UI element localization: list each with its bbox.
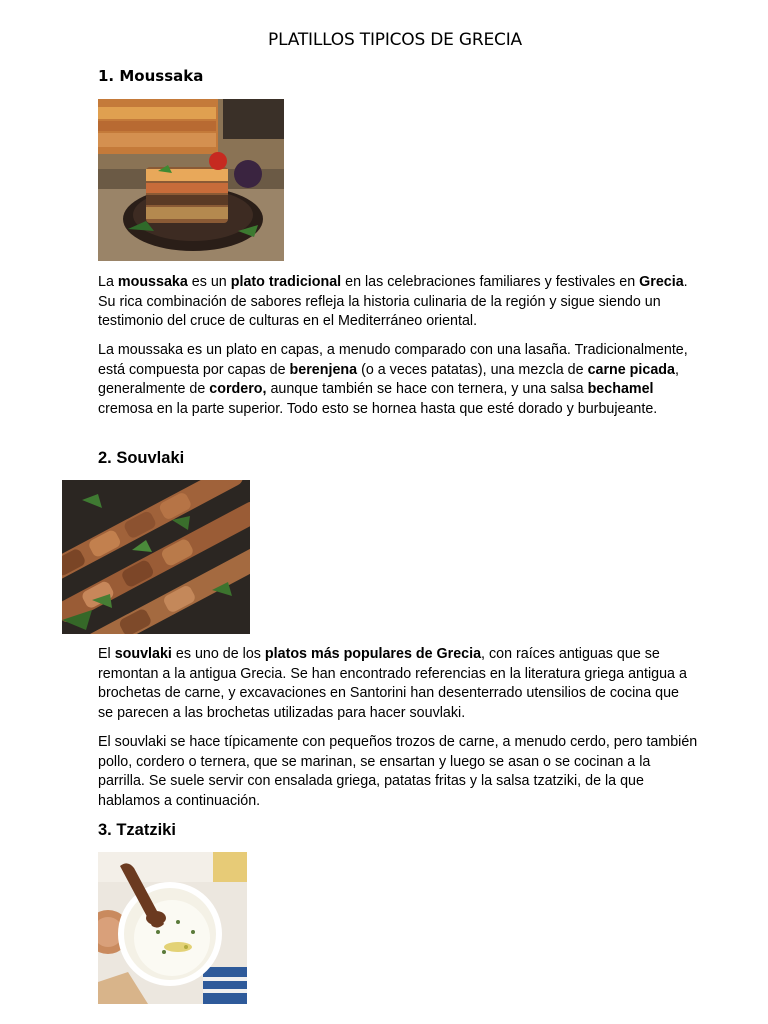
- paragraph-moussaka-intro: La moussaka es un plato tradicional en las celebraciones familiares y festivales en Grecia. Su rica combinación de sabores refleja la historia culinaria de la región y sigue siendo un testimonio del cruce de culturas en el Mediterráneo oriental.: [98, 274, 688, 329]
- heading-tzatziki: 3. Tzatziki: [98, 821, 176, 839]
- document-title: PLATILLOS TIPICOS DE GRECIA: [268, 30, 522, 50]
- paragraph-moussaka-description: La moussaka es un plato en capas, a menudo comparado con una lasaña. Tradicionalmente, está compuesta por capas de berenjena (o a veces patatas), una mezcla de carne picada, generalmente de cordero, aunque también se hace con ternera, y una salsa bechamel cremosa en la parte superior. Todo esto se hornea hasta que esté dorado y burbujeante.: [98, 342, 688, 417]
- tzatziki-photo: [98, 852, 247, 1004]
- paragraph-souvlaki-description: El souvlaki se hace típicamente con pequeños trozos de carne, a menudo cerdo, pero también pollo, cordero o ternera, que se marinan, se ensartan y luego se asan o se cocinan a la parrilla. Se suele servir con ensalada griega, patatas fritas y la salsa tzatziki, de la que hablamos a continuación.: [98, 734, 698, 809]
- heading-souvlaki: 2. Souvlaki: [98, 449, 185, 467]
- moussaka-photo: [98, 99, 284, 261]
- heading-moussaka: 1. Moussaka: [98, 67, 204, 85]
- paragraph-souvlaki-intro: El souvlaki es uno de los platos más populares de Grecia, con raíces antiguas que se remontan a la antigua Grecia. Se han encontrado referencias en la literatura griega antigua a brochetas de carne, y excavaciones en Santorini han desenterrado utensilios de cocina que se parecen a las brochetas utilizadas para hacer souvlaki.: [98, 646, 687, 721]
- souvlaki-photo: [62, 480, 250, 634]
